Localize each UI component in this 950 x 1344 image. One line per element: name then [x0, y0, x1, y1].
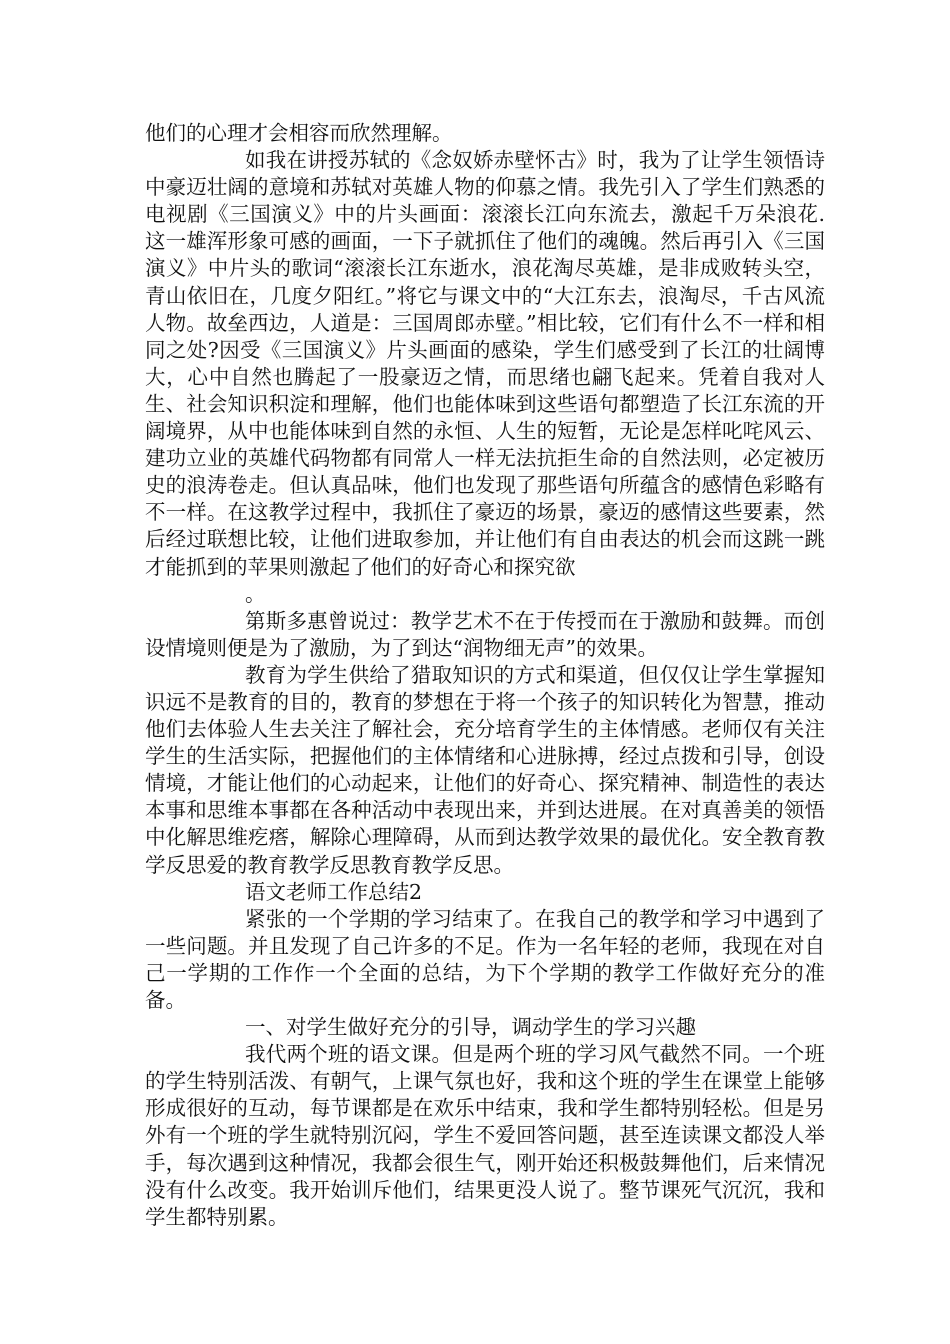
paragraph-period: 。: [245, 581, 266, 606]
paragraph-education-goal: 教育为学生供给了猎取知识的方式和渠道，但仅仅让学生掌握知识远不是教育的目的，教育的梦想在于将一个孩子的知识转化为智慧，推动他们去体验人生去关注了解社会，充分培育学生的主体情感。老师仅有关注学生的生活实际，把握他们的主体情绪和心进脉搏，经过点拨和引导，创设情境，才能让他们的心动起来，让他们的好奇心、探究精神、制造性的表达本事和思维本事都在各种活动中表现出来，并到达进展。在对真善美的领悟中化解思维疙瘩，解除心理障碍，从而到达教学效果的最优化。安全教育教学反思爱的教育教学反思教育教学反思。: [145, 662, 825, 877]
document-page: [145, 120, 825, 1231]
paragraph-semester-summary: 紧张的一个学期的学习结束了。在我自己的教学和学习中遇到了一些问题。并且发现了自己许多的不足。作为一名年轻的老师，我现在对自己一学期的工作作一个全面的总结，为下个学期的教学工作做好充分的准备。: [145, 906, 825, 1012]
paragraph-diesterweg-quote: 第斯多惠曾说过：教学艺术不在于传授而在于激励和鼓舞。而创设情境则便是为了激励，为了到达“润物细无声”的效果。: [145, 608, 825, 660]
paragraph-intro: 他们的心理才会相容而欣然理解。: [145, 121, 453, 145]
paragraph-two-classes: 我代两个班的语文课。但是两个班的学习风气截然不同。一个班的学生特别活泼、有朝气，上课气氛也好，我和这个班的学生在课堂上能够形成很好的互动，每节课都是在欢乐中结束，我和学生都特别轻松。但是另外有一个班的学生就特别沉闷，学生不爱回答问题，甚至连读课文都没人举手，每次遇到这种情况，我都会很生气，刚开始还积极鼓舞他们，后来情况没有什么改变。我开始训斥他们，结果更没人说了。整节课死气沉沉，我和学生都特别累。: [145, 1042, 825, 1229]
section-heading-guidance: 一、对学生做好充分的引导，调动学生的学习兴趣: [245, 1015, 696, 1040]
paragraph-su-shi-example: 如我在讲授苏轼的《念奴娇赤壁怀古》时，我为了让学生领悟诗中豪迈壮阔的意境和苏轼对英雄人物的仰慕之情。我先引入了学生们熟悉的电视剧《三国演义》中的片头画面：滚滚长江向东流去，激起千万朵浪花.这一雄浑形象可感的画面，一下子就抓住了他们的魂魄。然后再引入《三国演义》中片头的歌词“滚滚长江东逝水，浪花淘尽英雄，是非成败转头空，青山依旧在，几度夕阳红。”将它与课文中的“大江东去，浪淘尽，千古风流人物。故垒西边，人道是：三国周郎赤壁。”相比较，它们有什么不一样和相同之处?因受《三国演义》片头画面的感染，学生们感受到了长江的壮阔博大，心中自然也腾起了一股豪迈之情，而思绪也翩飞起来。凭着自我对人生、社会知识积淀和理解，他们也能体味到这些语句都塑造了长江东流的开阔境界，从中也能体味到自然的永恒、人生的短暂，无论是怎样叱咤风云、建功立业的英雄代码物都有同常人一样无法抗拒生命的自然法则，必定被历史的浪涛卷走。但认真品味，他们也发现了那些语句所蕴含的感情色彩略有不一样。在这教学过程中，我抓住了豪迈的场景，豪迈的感情这些要素，然后经过联想比较，让他们进取参加，并让他们有自由表达的机会而这跳一跳才能抓到的苹果则激起了他们的好奇心和探究欲: [145, 148, 825, 579]
section-title-summary-2: 语文老师工作总结2: [245, 879, 423, 904]
